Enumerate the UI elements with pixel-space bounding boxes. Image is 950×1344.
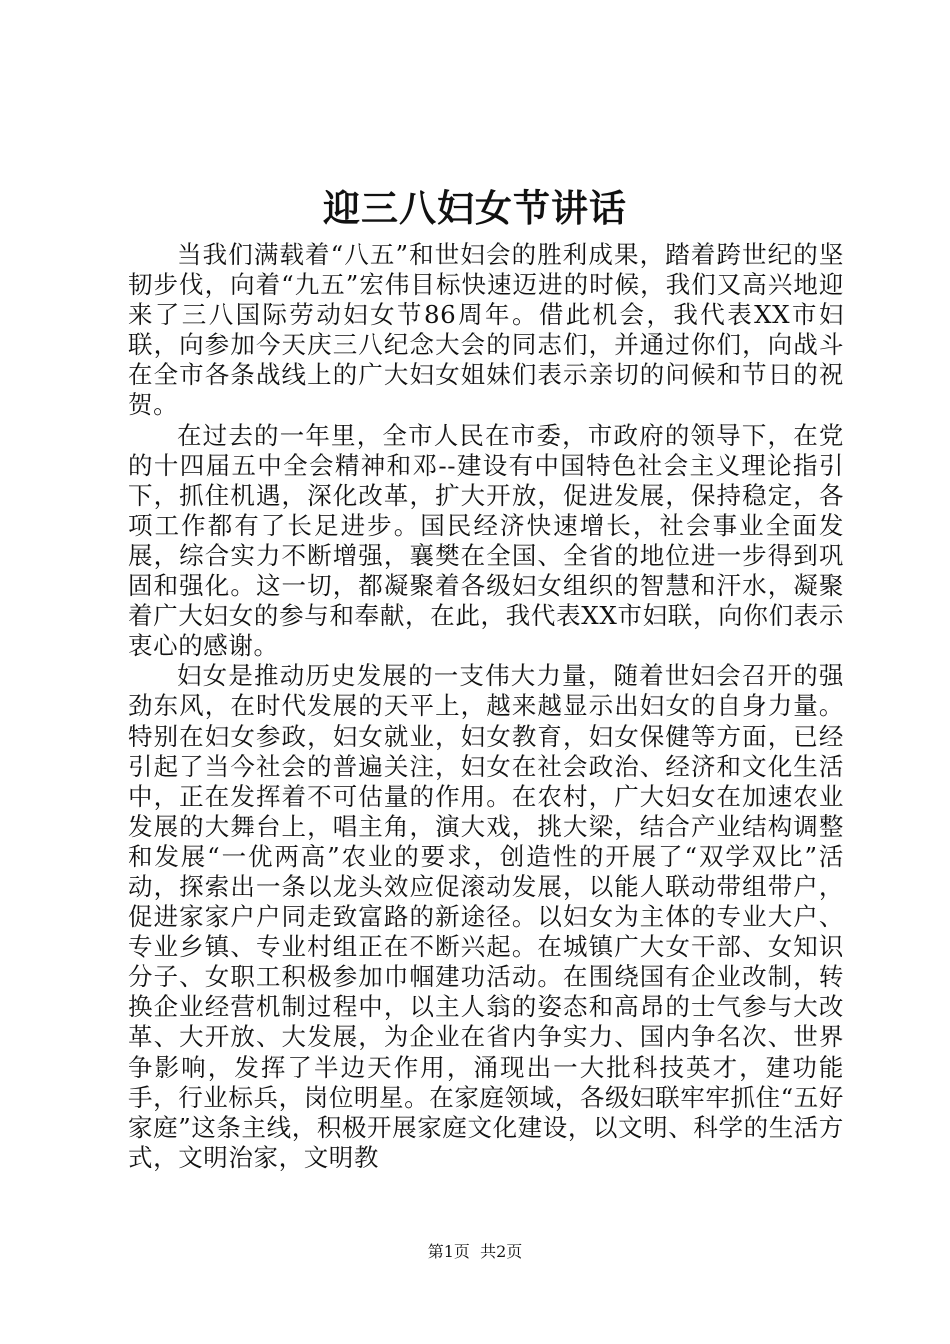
paragraph-2: 在过去的一年里，全市人民在市委，市政府的领导下，在党的十四届五中全会精神和邓--建设有中国特色社会主义理论指引下，抓住机遇，深化改革，扩大开放，促进发展，保持稳定，各项工作都有了长足进步。国民经济快速增长，社会事业全面发展，综合实力不断增强，襄樊在全国、全省的地位进一步得到巩固和强化。这一切，都凝聚着各级妇女组织的智慧和汗水，凝聚着广大妇女的参与和奉献，在此，我代表XX市妇联，向你们表示衷心的感谢。 bbox=[128, 420, 844, 661]
paragraph-1: 当我们满载着“八五”和世妇会的胜利成果，踏着跨世纪的坚韧步伐，向着“九五”宏伟目标快速迈进的时候，我们又高兴地迎来了三八国际劳动妇女节86周年。借此机会，我代表XX市妇联，向参加今天庆三八纪念大会的同志们，并通过你们，向战斗在全市各条战线上的广大妇女姐妹们表示亲切的问候和节日的祝贺。 bbox=[128, 240, 844, 420]
page-footer bbox=[0, 1241, 950, 1263]
page-number-label: 第1页 共2页 bbox=[427, 1242, 523, 1261]
paragraph-3: 妇女是推动历史发展的一支伟大力量，随着世妇会召开的强劲东风，在时代发展的天平上，越来越显示出妇女的自身力量。特别在妇女参政，妇女就业，妇女教育，妇女保健等方面，已经引起了当今社会的普遍关注，妇女在社会政治、经济和文化生活中，正在发挥着不可估量的作用。在农村，广大妇女在加速农业发展的大舞台上，唱主角，演大戏，挑大梁，结合产业结构调整和发展“一优两高”农业的要求，创造性的开展了“双学双比”活动，探索出一条以龙头效应促滚动发展，以能人联动带组带户，促进家家户户同走致富路的新途径。以妇女为主体的专业大户、专业乡镇、专业村组正在不断兴起。在城镇广大女干部、女知识分子、女职工积极参加巾帼建功活动。在围绕国有企业改制，转换企业经营机制过程中，以主人翁的姿态和高昂的士气参与大改革、大开放、大发展，为企业在省内争实力、国内争名次、世界争影响，发挥了半边天作用，涌现出一大批科技英才，建功能手，行业标兵，岗位明星。在家庭领域，各级妇联牢牢抓住“五好家庭”这条主线，积极开展家庭文化建设，以文明、科学的生活方式，文明治家，文明教 bbox=[128, 661, 844, 1172]
document-body bbox=[128, 240, 844, 1173]
document-title: 迎三八妇女节讲话 bbox=[323, 187, 627, 230]
